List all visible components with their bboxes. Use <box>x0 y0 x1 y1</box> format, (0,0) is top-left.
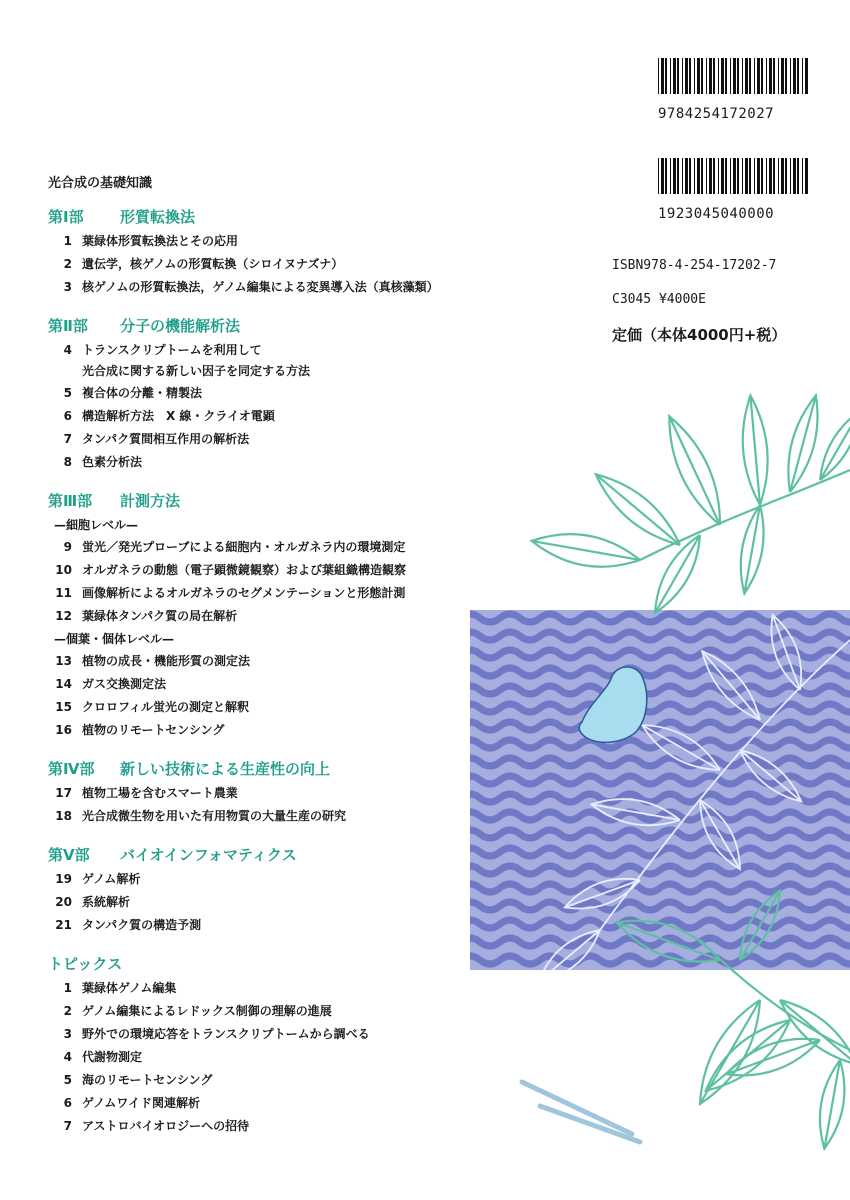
chapter-title: タンパク質間相互作用の解析法 <box>82 432 250 446</box>
toc-entry <box>48 719 488 742</box>
part-heading <box>48 204 488 230</box>
chapter-number: 9 <box>63 540 72 554</box>
chapter-title: 光合成微生物を用いた有用物質の大量生産の研究 <box>82 809 347 823</box>
toc-entry <box>48 914 488 937</box>
part-heading <box>48 756 488 782</box>
toc-entry <box>48 977 488 1000</box>
part-title: 形質転換法 <box>120 208 196 226</box>
toc-entry <box>48 673 488 696</box>
price-barcode <box>658 158 808 194</box>
part-number: 第Ⅴ部 <box>48 846 90 864</box>
chapter-number: 11 <box>55 586 72 600</box>
chapter-number: 21 <box>55 918 72 932</box>
level-subheading: —個葉・個体レベル— <box>54 632 175 646</box>
chapter-title: 植物工場を含むスマート農業 <box>82 786 238 800</box>
chapter-title: 蛍光／発光プローブによる細胞内・オルガネラ内の環境測定 <box>82 540 406 554</box>
toc-entry <box>48 782 488 805</box>
toc-entry <box>48 382 488 405</box>
toc-entry <box>48 253 488 276</box>
toc-entry <box>48 891 488 914</box>
chapter-number: 12 <box>55 609 72 623</box>
chapter-title: 光合成に関する新しい因子を同定する方法 <box>82 364 311 378</box>
toc-entry <box>48 362 488 382</box>
chapter-title: 植物のリモートセンシング <box>82 723 225 737</box>
chapter-title: 遺伝学，核ゲノムの形質転換（シロイヌナズナ） <box>82 257 344 271</box>
chapter-title: クロロフィル蛍光の測定と解釈 <box>82 700 250 714</box>
chapter-title: 代謝物測定 <box>82 1050 143 1064</box>
price-barcode-number: 1923045040000 <box>658 206 775 222</box>
wave-panel <box>460 596 850 982</box>
toc-entry <box>48 405 488 428</box>
part-number: トピックス <box>48 955 123 973</box>
chapter-title: 野外での環境応答をトランスクリプトームから調べる <box>82 1027 370 1041</box>
level-subheading: —細胞レベル— <box>54 518 139 532</box>
table-of-contents <box>48 204 488 1138</box>
toc-entry <box>48 1000 488 1023</box>
classification-code: C3045 ¥4000E <box>612 292 706 307</box>
isbn-text: ISBN978-4-254-17202-7 <box>612 258 777 273</box>
chapter-number: 3 <box>63 1027 72 1041</box>
chapter-title: 色素分析法 <box>82 455 143 469</box>
toc-entry <box>48 230 488 253</box>
chapter-number: 7 <box>63 432 72 446</box>
chapter-title: タンパク質の構造予測 <box>82 918 202 932</box>
chapter-title: 画像解析によるオルガネラのセグメンテーションと形態計測 <box>82 586 406 600</box>
isbn-barcode <box>658 58 808 94</box>
chapter-number: 10 <box>55 563 72 577</box>
intro-title: 光合成の基礎知識 <box>48 176 153 191</box>
part-title: 分子の機能解析法 <box>120 317 241 335</box>
toc-entry <box>48 559 488 582</box>
chapter-title: 構造解析方法 X 線・クライオ電顕 <box>82 409 275 423</box>
chapter-number: 14 <box>55 677 72 691</box>
chapter-number: 6 <box>63 409 72 423</box>
toc-entry <box>48 1069 488 1092</box>
part-number: 第Ⅳ部 <box>48 760 95 778</box>
toc-entry <box>48 1046 488 1069</box>
chapter-number: 13 <box>55 654 72 668</box>
toc-entry <box>48 650 488 673</box>
chapter-number: 7 <box>63 1119 72 1133</box>
chapter-number: 5 <box>63 1073 72 1087</box>
price-text: 定価（本体4000円+税） <box>612 326 787 344</box>
chapter-title: アストロバイオロジーへの招待 <box>82 1119 250 1133</box>
chapter-number: 4 <box>63 1050 72 1064</box>
chapter-title: 核ゲノムの形質転換法，ゲノム編集による変異導入法（真核藻類） <box>82 280 439 294</box>
chapter-title: オルガネラの動態（電子顕微鏡観察）および葉組織構造観察 <box>82 563 407 577</box>
chapter-title: ゲノム編集によるレドックス制御の理解の進展 <box>82 1004 332 1018</box>
chapter-number <box>48 362 82 382</box>
toc-entry <box>48 868 488 891</box>
toc-entry <box>48 1092 488 1115</box>
toc-entry <box>48 696 488 719</box>
part-heading <box>48 842 488 868</box>
chapter-number: 2 <box>63 1004 72 1018</box>
chapter-number: 5 <box>63 386 72 400</box>
part-title: 新しい技術による生産性の向上 <box>120 760 331 778</box>
part-number: 第Ⅰ部 <box>48 208 84 226</box>
chapter-number: 18 <box>55 809 72 823</box>
part-heading <box>48 488 488 514</box>
toc-entry <box>48 805 488 828</box>
chapter-number: 2 <box>63 257 72 271</box>
toc-entry <box>48 605 488 628</box>
toc-entry <box>48 582 488 605</box>
toc-entry <box>48 451 488 474</box>
chapter-title: 複合体の分離・精製法 <box>82 386 203 400</box>
toc-entry <box>48 276 488 299</box>
chapter-title: ガス交換測定法 <box>82 677 167 691</box>
toc-entry <box>48 1115 488 1138</box>
chapter-title: 系統解析 <box>82 895 131 909</box>
part-heading <box>48 951 488 977</box>
chapter-number: 6 <box>63 1096 72 1110</box>
chapter-title: 海のリモートセンシング <box>82 1073 213 1087</box>
chapter-number: 1 <box>63 981 72 995</box>
part-title: 計測方法 <box>120 492 181 510</box>
toc-entry <box>48 1023 488 1046</box>
chapter-number: 4 <box>63 343 72 357</box>
chapter-number: 1 <box>63 234 72 248</box>
part-number: 第Ⅱ部 <box>48 317 88 335</box>
chapter-title: 葉緑体ゲノム編集 <box>82 981 177 995</box>
chapter-number: 17 <box>55 786 72 800</box>
chapter-title: 葉緑体タンパク質の局在解析 <box>82 609 238 623</box>
toc-entry <box>48 339 488 362</box>
part-title: バイオインフォマティクス <box>120 846 297 864</box>
chapter-title: 植物の成長・機能形質の測定法 <box>82 654 251 668</box>
toc-entry <box>48 536 488 559</box>
chapter-number: 15 <box>55 700 72 714</box>
chapter-title: ゲノムワイド関連解析 <box>82 1096 200 1110</box>
chapter-number: 20 <box>55 895 72 909</box>
part-number: 第Ⅲ部 <box>48 492 93 510</box>
chapter-number: 16 <box>55 723 72 737</box>
chapter-title: ゲノム解析 <box>82 872 141 886</box>
sticks <box>522 1082 640 1142</box>
chapter-number: 19 <box>55 872 72 886</box>
chapter-number: 8 <box>63 455 72 469</box>
toc-entry <box>48 428 488 451</box>
chapter-title: 葉緑体形質転換法とその応用 <box>82 234 239 248</box>
isbn-barcode-number: 9784254172027 <box>658 106 775 122</box>
chapter-title: トランスクリプトームを利用して <box>82 343 262 357</box>
chapter-number: 3 <box>63 280 72 294</box>
part-heading <box>48 313 488 339</box>
